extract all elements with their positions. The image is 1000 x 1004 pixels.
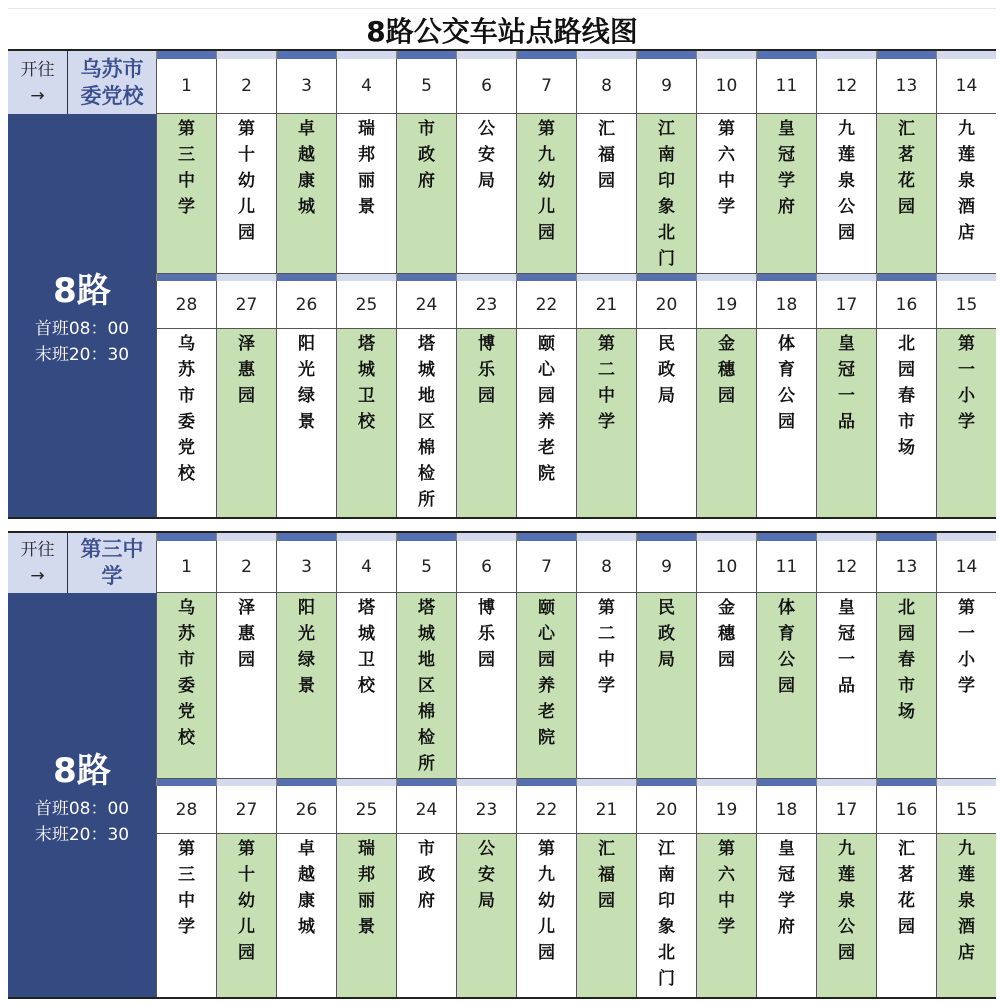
stripe-bar	[456, 533, 516, 541]
stop-cell	[456, 329, 516, 517]
stop-number: 12	[816, 541, 876, 593]
stop-number: 14	[936, 541, 996, 593]
stop-cell	[816, 114, 876, 273]
stripe-bar	[636, 273, 696, 281]
stop-number: 21	[576, 281, 636, 329]
stop-name: 第三中学	[178, 119, 195, 217]
stripe-bar	[936, 273, 996, 281]
stop-cell	[876, 114, 936, 273]
stop-cell	[336, 593, 396, 778]
stop-number: 15	[936, 786, 996, 834]
stripe-bar	[696, 778, 756, 786]
route-section-2	[8, 531, 996, 999]
stop-cell	[636, 114, 696, 273]
stop-name: 塔城卫校	[358, 334, 375, 432]
stripe-bar	[396, 51, 456, 59]
stop-number: 27	[216, 786, 276, 834]
stop-number: 12	[816, 59, 876, 114]
stripe-bar	[156, 273, 216, 281]
stop-number: 24	[396, 281, 456, 329]
stripe-bar	[636, 51, 696, 59]
stop-name: 第六中学	[718, 839, 735, 937]
stop-cell	[876, 834, 936, 997]
stop-number: 22	[516, 281, 576, 329]
stop-name: 第二中学	[598, 598, 615, 696]
stop-name: 金穗园	[718, 334, 735, 406]
stop-cell	[936, 834, 996, 997]
stripe-bar	[636, 533, 696, 541]
stop-number: 18	[756, 281, 816, 329]
stop-cell	[396, 834, 456, 997]
stripe-bar	[336, 533, 396, 541]
stop-number: 20	[636, 281, 696, 329]
arrow-icon: →	[30, 566, 45, 586]
stop-name: 九莲泉公园	[838, 119, 855, 243]
destination-name: 第三中学	[68, 533, 156, 593]
stop-cell	[636, 329, 696, 517]
stop-name: 第十幼儿园	[238, 839, 255, 963]
stripe-bar	[336, 273, 396, 281]
route-info-panel	[8, 114, 156, 517]
stop-number: 10	[696, 541, 756, 593]
stripe-bar	[156, 778, 216, 786]
stripe-bar	[156, 533, 216, 541]
stripe-bar	[816, 51, 876, 59]
stop-name: 阳光绿景	[298, 598, 315, 696]
stripe-bar	[516, 533, 576, 541]
stop-number: 19	[696, 786, 756, 834]
stop-name: 公安局	[478, 839, 495, 911]
stripe-bar	[396, 273, 456, 281]
stop-number: 9	[636, 541, 696, 593]
stop-cell	[456, 593, 516, 778]
stop-cell	[276, 329, 336, 517]
stop-number: 22	[516, 786, 576, 834]
route-info-panel	[8, 593, 156, 997]
stop-name: 皇冠一品	[838, 598, 855, 696]
stop-cell	[336, 329, 396, 517]
stop-name: 第六中学	[718, 119, 735, 217]
stripe-bar	[156, 51, 216, 59]
stop-cell	[156, 593, 216, 778]
stop-name: 江南印象北门	[658, 839, 675, 989]
stop-cell	[936, 329, 996, 517]
stop-name: 汇福园	[598, 839, 615, 911]
stripe-bar	[696, 51, 756, 59]
stop-number: 1	[156, 59, 216, 114]
stop-number: 8	[576, 541, 636, 593]
stop-cell	[576, 114, 636, 273]
stop-number: 27	[216, 281, 276, 329]
stop-number: 28	[156, 281, 216, 329]
page-title: 8路公交车站点路线图	[8, 8, 996, 51]
stop-number: 13	[876, 59, 936, 114]
stop-number: 18	[756, 786, 816, 834]
stripe-bar	[216, 51, 276, 59]
arrow-icon: →	[30, 85, 45, 106]
stripe-bar	[936, 533, 996, 541]
stripe-bar	[816, 778, 876, 786]
stripe-bar	[216, 273, 276, 281]
stop-cell	[276, 114, 336, 273]
stripe-bar	[456, 273, 516, 281]
stripe-bar	[216, 778, 276, 786]
route-section-1	[8, 49, 996, 519]
stripe-bar	[516, 51, 576, 59]
last-bus-time: 末班20：30	[34, 345, 130, 365]
stop-name: 市政府	[418, 839, 435, 911]
stop-name: 民政局	[658, 334, 675, 406]
stripe-bar	[636, 778, 696, 786]
stripe-bar	[756, 273, 816, 281]
stop-name: 第二中学	[598, 334, 615, 432]
stop-name: 江南印象北门	[658, 119, 675, 269]
stripe-bar	[276, 533, 336, 541]
stop-name: 卓越康城	[298, 839, 315, 937]
stop-name: 第一小学	[958, 598, 975, 696]
stripe-bar	[276, 778, 336, 786]
stop-cell	[516, 114, 576, 273]
stop-name: 汇茗花园	[898, 839, 915, 937]
stop-cell	[396, 593, 456, 778]
stripe-bar	[576, 51, 636, 59]
stop-number: 17	[816, 281, 876, 329]
stripe-bar	[576, 533, 636, 541]
route-name: 8路	[53, 271, 111, 311]
stop-name: 颐心园养老院	[538, 598, 555, 748]
stop-name: 塔城卫校	[358, 598, 375, 696]
stop-number: 28	[156, 786, 216, 834]
stop-name: 北园春市场	[898, 598, 915, 722]
stop-cell	[216, 114, 276, 273]
stop-cell	[516, 834, 576, 997]
stop-name: 民政局	[658, 598, 675, 670]
towards-label: 开往	[20, 59, 55, 80]
stop-cell	[156, 834, 216, 997]
stop-name: 汇茗花园	[898, 119, 915, 217]
stop-name: 卓越康城	[298, 119, 315, 217]
stripe-bar	[336, 778, 396, 786]
stop-name: 泽惠园	[238, 598, 255, 670]
stop-cell	[216, 593, 276, 778]
stop-number: 26	[276, 281, 336, 329]
stop-number: 16	[876, 786, 936, 834]
stop-cell	[396, 329, 456, 517]
stripe-bar	[396, 533, 456, 541]
stop-cell	[876, 593, 936, 778]
stop-cell	[516, 329, 576, 517]
stop-name: 九莲泉酒店	[958, 119, 975, 243]
stripe-bar	[456, 778, 516, 786]
stop-name: 塔城地区棉检所	[418, 598, 435, 774]
stop-number: 4	[336, 59, 396, 114]
stop-name: 瑞邦丽景	[358, 839, 375, 937]
stripe-bar	[696, 273, 756, 281]
stripe-bar	[396, 778, 456, 786]
stop-cell	[636, 834, 696, 997]
stop-name: 泽惠园	[238, 334, 255, 406]
stop-name: 瑞邦丽景	[358, 119, 375, 217]
stop-name: 乌苏市委党校	[178, 598, 195, 748]
stop-cell	[756, 329, 816, 517]
stop-name: 博乐园	[478, 598, 495, 670]
stop-cell	[276, 834, 336, 997]
stop-cell	[156, 329, 216, 517]
stop-name: 第九幼儿园	[538, 119, 555, 243]
stop-cell	[696, 834, 756, 997]
stop-name: 颐心园养老院	[538, 334, 555, 484]
stop-cell	[696, 329, 756, 517]
stop-number: 26	[276, 786, 336, 834]
stripe-bar	[276, 51, 336, 59]
stop-name: 博乐园	[478, 334, 495, 406]
stripe-bar	[276, 273, 336, 281]
stripe-bar	[756, 778, 816, 786]
stop-number: 7	[516, 59, 576, 114]
stripe-bar	[876, 778, 936, 786]
stop-cell	[456, 834, 516, 997]
stop-number: 6	[456, 541, 516, 593]
towards-label: 开往	[20, 540, 55, 560]
stop-name: 金穗园	[718, 598, 735, 670]
stop-cell	[936, 114, 996, 273]
stripe-bar	[516, 778, 576, 786]
stripe-bar	[816, 533, 876, 541]
stop-name: 第一小学	[958, 334, 975, 432]
stop-number: 14	[936, 59, 996, 114]
stop-name: 公安局	[478, 119, 495, 191]
stripe-bar	[876, 273, 936, 281]
stripe-bar	[756, 51, 816, 59]
stripe-bar	[336, 51, 396, 59]
stop-cell	[876, 329, 936, 517]
stop-cell	[576, 593, 636, 778]
first-bus-time: 首班08：00	[34, 319, 130, 339]
stop-cell	[816, 329, 876, 517]
stop-number: 5	[396, 541, 456, 593]
stripe-bar	[876, 51, 936, 59]
stop-number: 17	[816, 786, 876, 834]
stop-name: 乌苏市委党校	[178, 334, 195, 484]
stop-cell	[516, 593, 576, 778]
stop-number: 3	[276, 59, 336, 114]
stop-number: 24	[396, 786, 456, 834]
towards-cell	[8, 533, 68, 593]
stripe-bar	[696, 533, 756, 541]
stop-number: 4	[336, 541, 396, 593]
stop-number: 25	[336, 786, 396, 834]
stop-number: 23	[456, 786, 516, 834]
stop-cell	[456, 114, 516, 273]
stop-number: 20	[636, 786, 696, 834]
stop-cell	[756, 114, 816, 273]
stop-cell	[336, 834, 396, 997]
stop-number: 3	[276, 541, 336, 593]
stripe-bar	[876, 533, 936, 541]
stop-name: 九莲泉酒店	[958, 839, 975, 963]
stop-number: 11	[756, 541, 816, 593]
stop-name: 北园春市场	[898, 334, 915, 458]
stop-number: 7	[516, 541, 576, 593]
stop-number: 13	[876, 541, 936, 593]
stop-name: 第九幼儿园	[538, 839, 555, 963]
stop-number: 6	[456, 59, 516, 114]
stop-cell	[696, 114, 756, 273]
stripe-bar	[456, 51, 516, 59]
stop-cell	[576, 834, 636, 997]
stop-number: 1	[156, 541, 216, 593]
stop-name: 体育公园	[778, 334, 795, 432]
stop-cell	[156, 114, 216, 273]
stop-number: 16	[876, 281, 936, 329]
stop-number: 10	[696, 59, 756, 114]
stop-name: 阳光绿景	[298, 334, 315, 432]
stop-name: 第三中学	[178, 839, 195, 937]
stripe-bar	[936, 778, 996, 786]
stop-cell	[576, 329, 636, 517]
stop-cell	[216, 834, 276, 997]
stop-name: 九莲泉公园	[838, 839, 855, 963]
stop-name: 塔城地区棉检所	[418, 334, 435, 510]
stop-name: 市政府	[418, 119, 435, 191]
stop-number: 19	[696, 281, 756, 329]
stop-number: 11	[756, 59, 816, 114]
stripe-bar	[576, 778, 636, 786]
stop-cell	[636, 593, 696, 778]
destination-name: 乌苏市委党校	[68, 51, 156, 114]
stripe-bar	[576, 273, 636, 281]
stop-cell	[816, 593, 876, 778]
stop-name: 汇福园	[598, 119, 615, 191]
stop-number: 21	[576, 786, 636, 834]
stop-cell	[396, 114, 456, 273]
last-bus-time: 末班20：30	[34, 824, 130, 845]
towards-cell	[8, 51, 68, 114]
stop-cell	[936, 593, 996, 778]
stop-cell	[276, 593, 336, 778]
stop-number: 2	[216, 59, 276, 114]
stop-cell	[696, 593, 756, 778]
stop-name: 皇冠一品	[838, 334, 855, 432]
stop-cell	[756, 593, 816, 778]
stop-number: 9	[636, 59, 696, 114]
route-name: 8路	[53, 750, 111, 791]
first-bus-time: 首班08：00	[34, 798, 130, 819]
stop-cell	[816, 834, 876, 997]
stop-number: 23	[456, 281, 516, 329]
stop-cell	[756, 834, 816, 997]
stop-name: 皇冠学府	[778, 119, 795, 217]
stripe-bar	[516, 273, 576, 281]
stripe-bar	[936, 51, 996, 59]
stop-number: 25	[336, 281, 396, 329]
stop-number: 2	[216, 541, 276, 593]
stripe-bar	[216, 533, 276, 541]
stop-number: 15	[936, 281, 996, 329]
stop-number: 8	[576, 59, 636, 114]
stop-cell	[216, 329, 276, 517]
stop-cell	[336, 114, 396, 273]
stop-name: 第十幼儿园	[238, 119, 255, 243]
stripe-bar	[756, 533, 816, 541]
stop-name: 体育公园	[778, 598, 795, 696]
stripe-bar	[816, 273, 876, 281]
stop-number: 5	[396, 59, 456, 114]
stop-name: 皇冠学府	[778, 839, 795, 937]
